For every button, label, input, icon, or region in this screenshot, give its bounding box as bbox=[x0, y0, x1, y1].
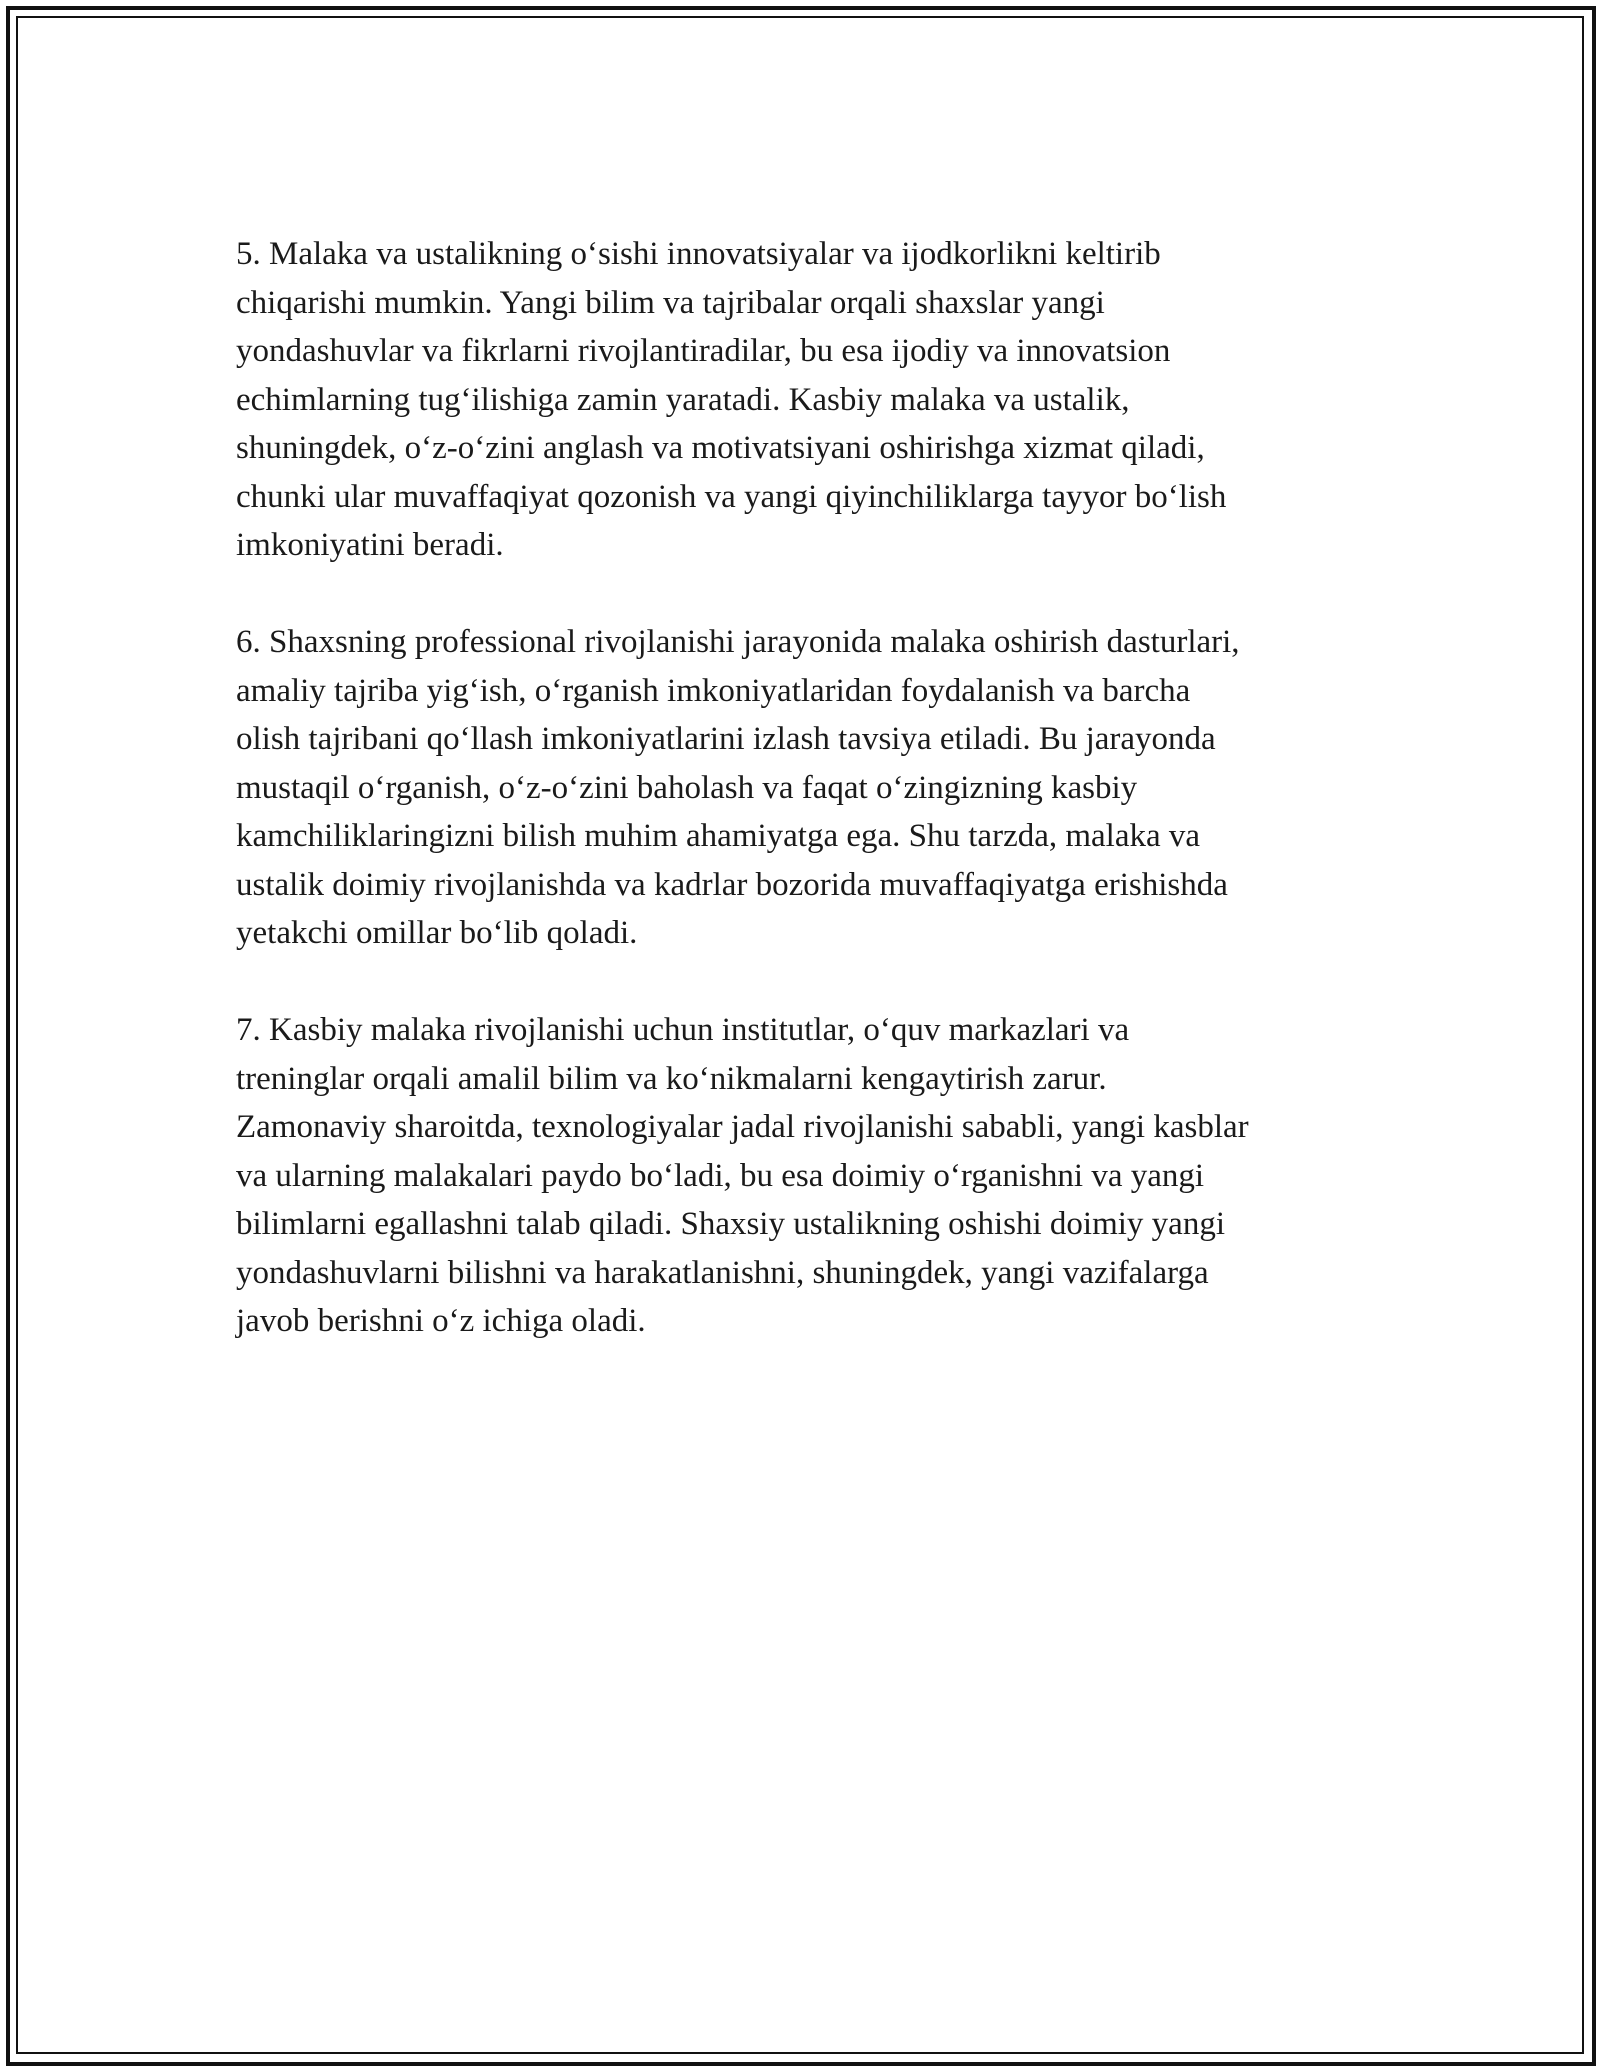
paragraph-5: 5. Malaka va ustalikning o‘sishi innovatsiyalar va ijodkorlikni keltirib chiqarishi mumkin. Yangi bilim va tajribalar orqali shaxslar yangi yondashuvlar va fikrlarni rivojlantiradilar, bu esa ijodiy va innovatsion echimlarning tug‘ilishiga zamin yaratadi. Kasbiy malaka va ustalik, shuningdek, o‘z-o‘zini anglash va motivatsiyani oshirishga xizmat qiladi, chunki ular muvaffaqiyat qozonish va yangi qiyinchiliklarga tayyor bo‘lish imkoniyatini beradi. bbox=[236, 236, 1227, 563]
document-body bbox=[236, 230, 1376, 1346]
paragraph-6: 6. Shaxsning professional rivojlanishi jarayonida malaka oshirish dasturlari, amaliy tajriba yig‘ish, o‘rganish imkoniyatlaridan foydalanish va barcha olish tajribani qo‘llash imkoniyatlarini izlash tavsiya etiladi. Bu jarayonda mustaqil o‘rganish, o‘z-o‘zini baholash va faqat o‘zingizning kasbiy kamchiliklaringizni bilish muhim ahamiyatga ega. Shu tarzda, malaka va ustalik doimiy rivojlanishda va kadrlar bozorida muvaffaqiyatga erishishda yetakchi omillar bo‘lib qoladi. bbox=[236, 624, 1240, 951]
paragraph-7: 7. Kasbiy malaka rivojlanishi uchun institutlar, o‘quv markazlari va treninglar orqali amalil bilim va ko‘nikmalarni kengaytirish zarur. Zamonaviy sharoitda, texnologiyalar jadal rivojlanishi sababli, yangi kasblar va ularning malakalari paydo bo‘ladi, bu esa doimiy o‘rganishni va yangi bilimlarni egallashni talab qiladi. Shaxsiy ustalikning oshishi doimiy yangi yondashuvlarni bilishni va harakatlanishni, shuningdek, yangi vazifalarga javob berishni o‘z ichiga oladi. bbox=[236, 1012, 1249, 1339]
